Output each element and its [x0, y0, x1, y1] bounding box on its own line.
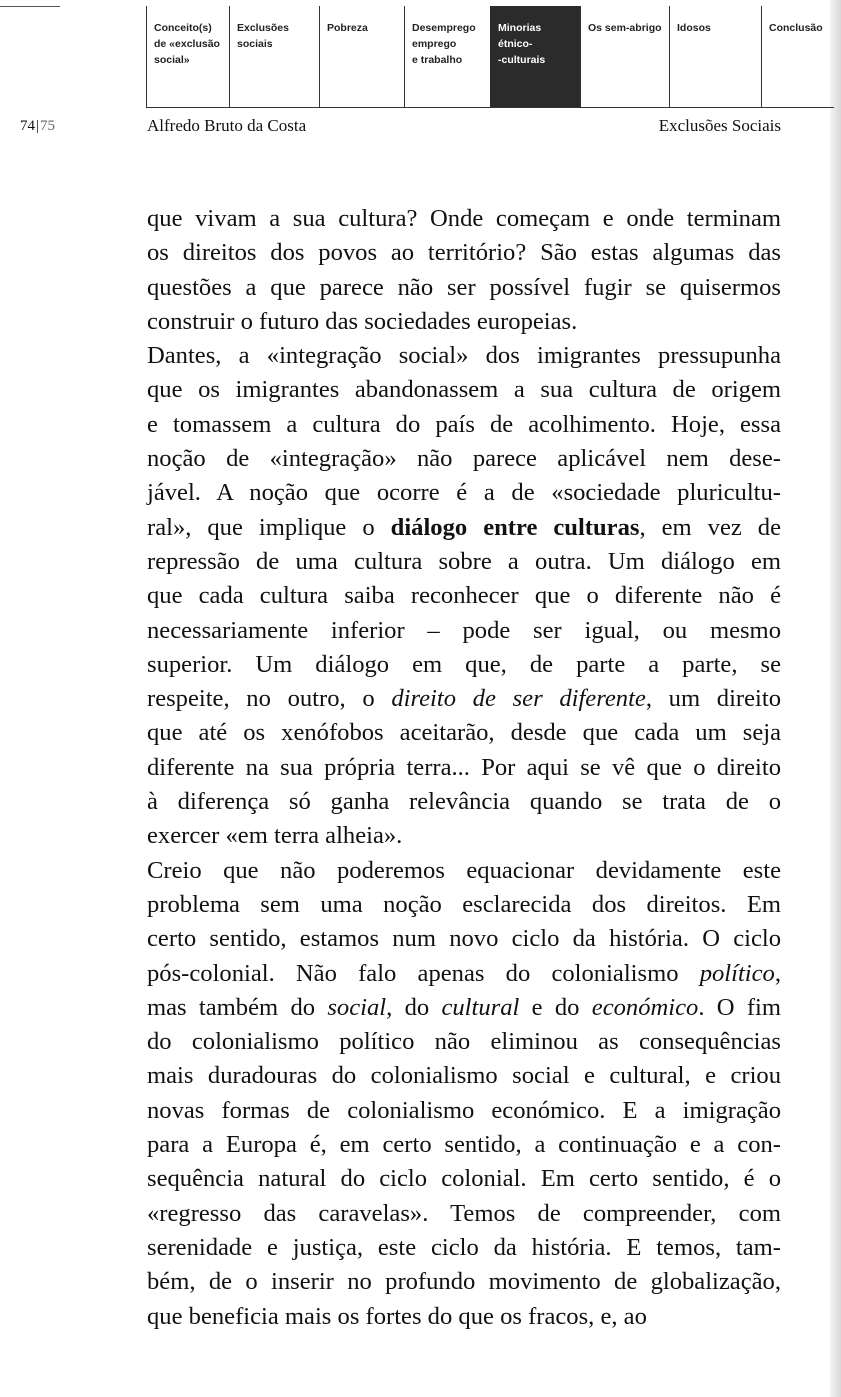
- text-line: [147, 305, 781, 339]
- chapter-nav: [146, 6, 841, 108]
- page-numbers: [20, 118, 55, 135]
- text-run: certo sentido, estamos num novo ciclo da história. O ciclo: [147, 925, 781, 953]
- text-run: respeite, no outro, o: [147, 685, 392, 713]
- text-run: mas também do: [147, 993, 328, 1021]
- text-run: Creio que não poderemos equacionar devidamente este: [147, 856, 781, 884]
- text-line: [147, 1197, 781, 1231]
- page-edge-shadow: [830, 0, 841, 1397]
- italic-text: cultural: [441, 993, 520, 1021]
- running-head-author: Alfredo Bruto da Costa: [147, 116, 307, 135]
- text-run: , em vez de: [639, 513, 782, 541]
- text-line: [147, 957, 781, 991]
- text-run: à diferença só ganha relevância quando se trata de o: [147, 788, 781, 816]
- text-line: [147, 442, 781, 476]
- text-run: , do: [386, 993, 442, 1021]
- text-line: [147, 545, 781, 579]
- text-line: [147, 614, 781, 648]
- text-line: [147, 819, 781, 853]
- page-number-separator: |: [36, 118, 40, 134]
- nav-tab-1[interactable]: Conceito(s) de «exclusão social»: [146, 6, 229, 108]
- text-line: [147, 202, 781, 236]
- bold-text: diálogo entre culturas: [390, 513, 640, 541]
- text-line: [147, 1094, 781, 1128]
- text-run: que os imigrantes abandonassem a sua cultura de origem: [147, 376, 781, 404]
- nav-tab-2[interactable]: Exclusões sociais: [229, 6, 319, 108]
- text-run: . O fim: [698, 993, 781, 1021]
- text-run: que cada cultura saiba reconhecer que o diferente não é: [147, 582, 781, 610]
- text-line: [147, 1162, 781, 1196]
- text-run: sequência natural do ciclo colonial. Em certo sentido, é o: [147, 1165, 781, 1193]
- text-line: [147, 476, 781, 510]
- top-rule: [0, 6, 60, 7]
- text-line: [147, 236, 781, 270]
- text-run: mais duradouras do colonialismo social e cultural, e criou: [147, 1062, 781, 1090]
- text-run: pós-colonial. Não falo apenas do colonialismo: [147, 959, 700, 987]
- text-line: [147, 1300, 781, 1334]
- nav-tab-8[interactable]: Conclusão: [761, 6, 841, 108]
- nav-tab-7[interactable]: Idosos: [669, 6, 761, 108]
- text-run: repressão de uma cultura sobre a outra. Um diálogo em: [147, 547, 781, 575]
- text-line: [147, 648, 781, 682]
- text-line: [147, 1231, 781, 1265]
- text-line: [147, 579, 781, 613]
- text-run: , um direito: [645, 685, 781, 713]
- text-line: [147, 785, 781, 819]
- nav-tab-3[interactable]: Pobreza: [319, 6, 404, 108]
- page-number-right: 75: [40, 118, 56, 134]
- text-run: jável. A noção que ocorre é a de «sociedade pluricultu-: [147, 479, 781, 507]
- text-line: [147, 751, 781, 785]
- text-run: ,: [774, 959, 781, 987]
- text-line: [147, 1265, 781, 1299]
- text-line: [147, 854, 781, 888]
- text-line: [147, 1128, 781, 1162]
- page-number-left: 74: [20, 118, 35, 134]
- italic-text: social: [327, 993, 387, 1021]
- text-run: e tomassem a cultura do país de acolhimento. Hoje, essa: [147, 410, 781, 438]
- text-run: para a Europa é, em certo sentido, a continuação e a con-: [147, 1131, 781, 1159]
- text-run: que vivam a sua cultura? Onde começam e onde terminam: [147, 205, 781, 232]
- text-line: [147, 922, 781, 956]
- text-line: [147, 991, 781, 1025]
- text-run: questões a que parece não ser possível fugir se quisermos: [147, 273, 781, 301]
- text-run: noção de «integração» não parece aplicável nem dese-: [147, 445, 781, 473]
- text-line: [147, 1059, 781, 1093]
- text-run: serenidade e justiça, este ciclo da história. E temos, tam-: [147, 1233, 781, 1261]
- text-run: bém, de o inserir no profundo movimento de globalização,: [147, 1268, 781, 1296]
- italic-text: económico: [591, 993, 699, 1021]
- nav-tab-6[interactable]: Os sem-abrigo: [580, 6, 669, 108]
- italic-text: político: [699, 959, 775, 987]
- text-run: Dantes, a «integração social» dos imigrantes pressupunha: [147, 342, 781, 370]
- text-line: [147, 1025, 781, 1059]
- body-text: [147, 202, 781, 1334]
- text-line: [147, 339, 781, 373]
- text-line: [147, 716, 781, 750]
- text-run: superior. Um diálogo em que, de parte a parte, se: [147, 650, 781, 678]
- text-run: problema sem uma noção esclarecida dos direitos. Em: [147, 890, 781, 918]
- text-run: do colonialismo político não eliminou as consequências: [147, 1028, 781, 1056]
- text-run: que até os xenófobos aceitarão, desde que cada um seja: [147, 719, 781, 747]
- text-run: novas formas de colonialismo económico. E a imigração: [147, 1096, 781, 1124]
- nav-tab-4[interactable]: Desemprego emprego e trabalho: [404, 6, 490, 108]
- text-line: [147, 511, 781, 545]
- text-line: [147, 373, 781, 407]
- text-run: construir o futuro das sociedades europeias.: [147, 307, 578, 335]
- text-run: exercer «em terra alheia».: [147, 822, 403, 850]
- header-rule: [146, 107, 834, 108]
- text-run: necessariamente inferior – pode ser igual, ou mesmo: [147, 616, 781, 644]
- text-run: ral», que implique o: [147, 513, 391, 541]
- text-run: os direitos dos povos ao território? São estas algumas das: [147, 239, 781, 267]
- text-line: [147, 408, 781, 442]
- text-line: [147, 888, 781, 922]
- text-run: que beneficia mais os fortes do que os fracos, e, ao: [147, 1302, 647, 1330]
- text-run: diferente na sua própria terra... Por aqui se vê que o direito: [147, 753, 781, 781]
- running-head-section: Exclusões Sociais: [658, 116, 781, 135]
- text-run: e do: [519, 993, 592, 1021]
- text-line: [147, 271, 781, 305]
- text-run: «regresso das caravelas». Temos de compreender, com: [147, 1199, 781, 1227]
- italic-text: direito de ser diferente: [391, 685, 646, 713]
- text-line: [147, 682, 781, 716]
- nav-tab-5[interactable]: Minorias étnico- -culturais: [490, 6, 580, 108]
